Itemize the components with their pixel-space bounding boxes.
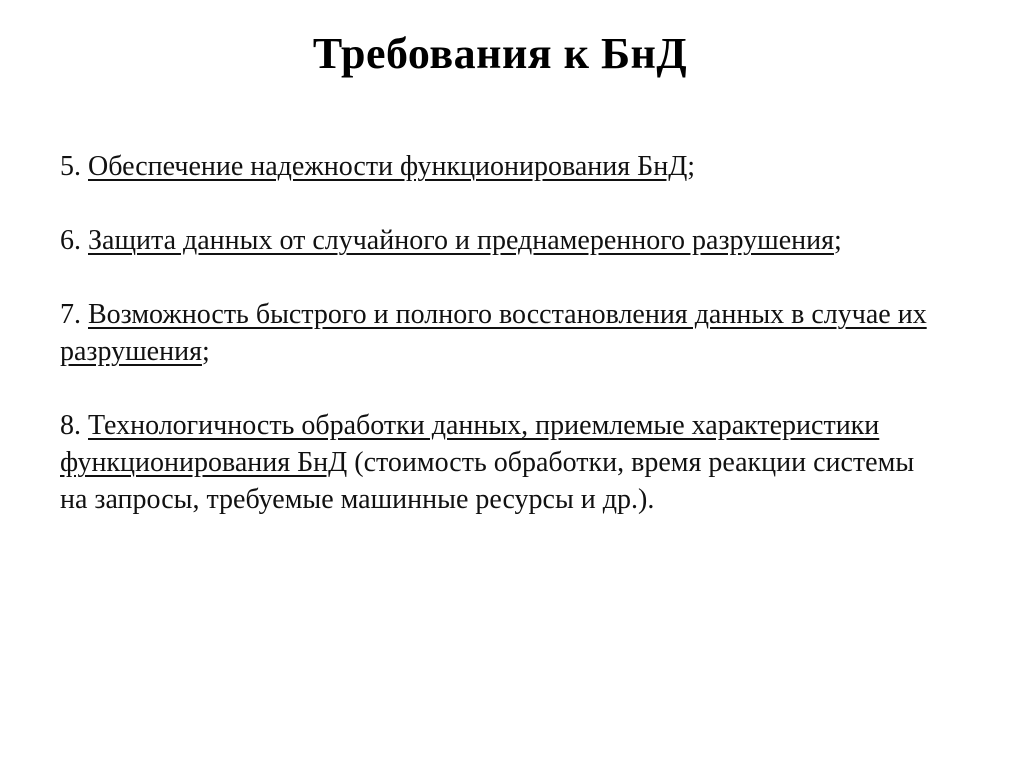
item-number: 7. [60, 299, 81, 330]
item-text-underlined: Обеспечение надежности функционирования БнД [88, 151, 688, 182]
list-item [60, 407, 940, 518]
item-text-rest: ; [833, 225, 842, 256]
list-item [60, 148, 940, 185]
item-text-rest: (стоимость обработки, время реакции системы на запросы, требуемые машинные ресурсы и др.). [60, 447, 915, 515]
requirements-list [60, 148, 940, 555]
item-text-underlined: Технологичность обработки данных, приемлемые характеристики функционирования БнД [60, 410, 880, 478]
item-text-rest: ; [201, 336, 210, 367]
list-item [60, 296, 940, 370]
item-text-underlined: Защита данных от случайного и преднамеренного разрушения [88, 225, 834, 256]
list-item [60, 222, 940, 259]
item-number: 5. [60, 151, 81, 182]
item-text-underlined: Возможность быстрого и полного восстановления данных в случае их разрушения [60, 299, 927, 367]
slide-title: Требования к БнД [312, 29, 688, 78]
item-text-rest: ; [687, 151, 696, 182]
item-number: 6. [60, 225, 81, 256]
item-number: 8. [60, 410, 81, 441]
